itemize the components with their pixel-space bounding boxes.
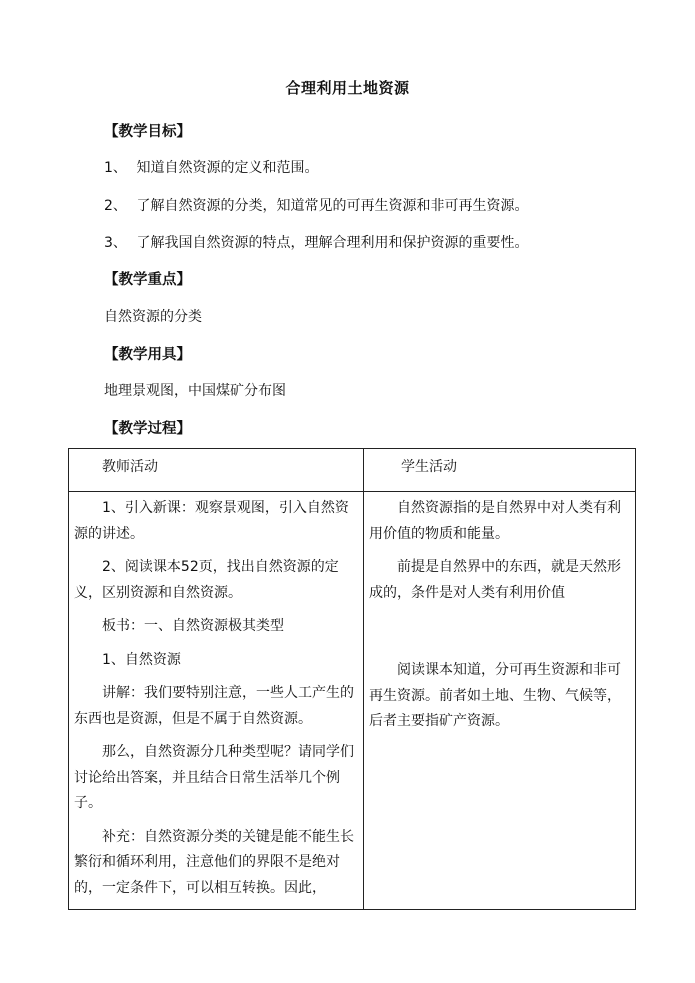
goal-item-text: 了解我国自然资源的特点，理解合理利用和保护资源的重要性。 bbox=[136, 235, 529, 251]
goal-item-text: 知道自然资源的定义和范围。 bbox=[136, 160, 319, 176]
heading-teaching-process: 【教学过程】 bbox=[104, 421, 191, 437]
goal-item-number: 3、 bbox=[104, 235, 127, 251]
goal-item-number: 2、 bbox=[104, 198, 127, 214]
header-student-activity bbox=[364, 449, 636, 492]
teacher-paragraph: 补充：自然资源分类的关键是能不能生长繁衍和循环利用，注意他们的界限不是绝对的，一定条件下，可以相互转换。因此， bbox=[74, 828, 354, 896]
document-title: 合理利用土地资源 bbox=[285, 79, 410, 97]
teacher-paragraph: 板书：一、自然资源极其类型 bbox=[102, 618, 284, 634]
header-student-label: 学生活动 bbox=[401, 459, 457, 475]
header-teacher-label: 教师活动 bbox=[102, 459, 158, 475]
table-header-row bbox=[69, 449, 636, 492]
goal-item-number: 1、 bbox=[104, 160, 127, 176]
goal-item-3 bbox=[104, 232, 528, 252]
teacher-paragraph: 讲解：我们要特别注意，一些人工产生的东西也是资源，但是不属于自然资源。 bbox=[74, 685, 354, 727]
teacher-paragraph: 1、自然资源 bbox=[102, 651, 181, 668]
teaching-process-table bbox=[68, 448, 636, 910]
teacher-paragraph: 那么，自然资源分几种类型呢？请同学们讨论给出答案，并且结合日常生活举几个例子。 bbox=[74, 744, 354, 811]
teaching-tools-text: 地理景观图，中国煤矿分布图 bbox=[104, 383, 286, 399]
teacher-paragraph: 2、阅读课本52页，找出自然资源的定义，区别资源和自然资源。 bbox=[74, 559, 339, 601]
goal-item-text: 了解自然资源的分类，知道常见的可再生资源和非可再生资源。 bbox=[136, 198, 529, 214]
student-paragraph: 前提是自然界中的东西，就是天然形成的，条件是对人类有利用价值 bbox=[369, 559, 621, 601]
teaching-focus-text: 自然资源的分类 bbox=[104, 309, 202, 325]
goal-item-2 bbox=[104, 195, 528, 215]
student-paragraph: 自然资源指的是自然界中对人类有利用价值的物质和能量。 bbox=[369, 500, 621, 542]
heading-teaching-focus: 【教学重点】 bbox=[104, 272, 191, 288]
student-paragraph: 阅读课本知道，分可再生资源和非可再生资源。前者如土地、生物、气候等，后者主要指矿产资源。 bbox=[369, 662, 621, 729]
student-activity-cell bbox=[364, 492, 636, 910]
table-row bbox=[69, 492, 636, 910]
heading-teaching-goals: 【教学目标】 bbox=[104, 124, 191, 140]
heading-teaching-tools: 【教学用具】 bbox=[104, 347, 191, 363]
teacher-paragraph: 1、引入新课：观察景观图，引入自然资源的讲述。 bbox=[74, 500, 349, 542]
goal-item-1 bbox=[104, 157, 318, 177]
teacher-activity-cell bbox=[69, 492, 364, 910]
header-teacher-activity bbox=[69, 449, 364, 492]
